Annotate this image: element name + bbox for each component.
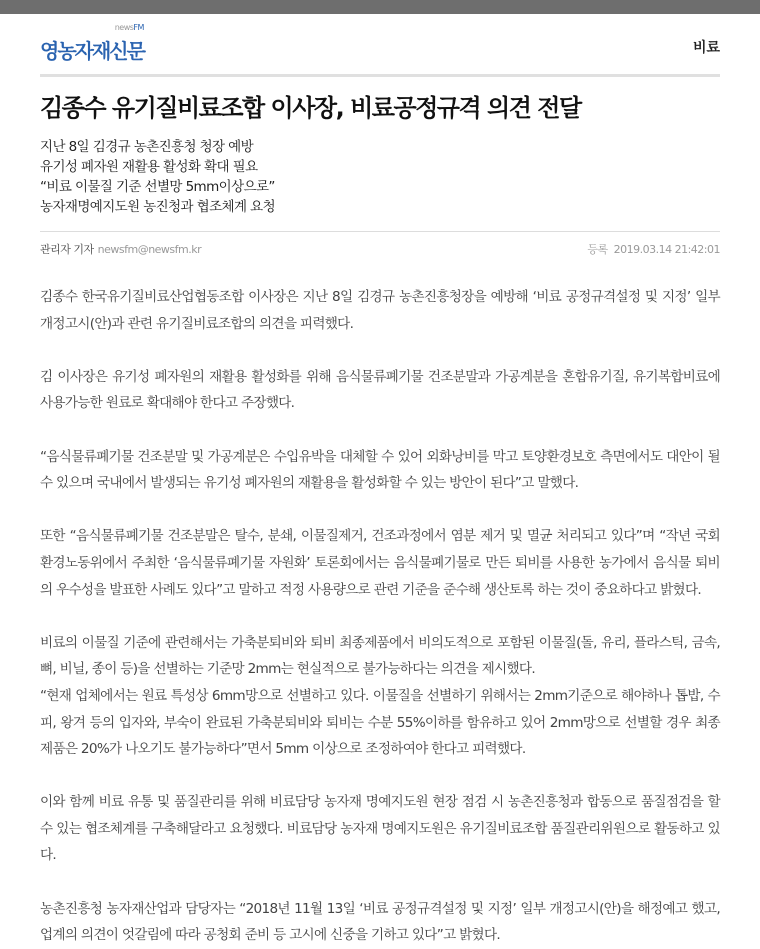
article-paragraph: 비료의 이물질 기준에 관련해서는 가축분퇴비와 퇴비 최종제품에서 비의도적으로 포함된 이물질(돌, 유리, 플라스틱, 금속, 뼈, 비닐, 종이 등)을 선별하는 기준망 2mm는 현실적으로 불가능하다는 의견을 제시했다. — [40, 634, 720, 678]
logo-sub: newsFM — [114, 22, 144, 32]
article-paragraph: 농촌진흥청 농자재산업과 담당자는 “2018년 11월 13일 ‘비료 공정규격설정 및 지정’ 일부 개정고시(안)을 해정예고 했고, 업계의 의견이 엇갈림에 따라 공청회 준비 등 고시에 신중을 기하고 있다”고 밝혔다. — [40, 900, 720, 944]
article-block — [40, 284, 720, 337]
article-paragraph: 이와 함께 비료 유통 및 품질관리를 위해 비료담당 농자재 명예지도원 현장 점검 시 농촌진흥청과 합동으로 품질점검을 할 수 있는 협조체계를 구축해달라고 요청했다. 비료담당 농자재 명예지도원은 유기질비료조합 품질관리위원으로 활동하고 있다. — [40, 794, 720, 864]
article-paragraph: “현재 업체에서는 원료 특성상 6mm망으로 선별하고 있다. 이물질을 선별하기 위해서는 2mm기준으로 해야하나 톱밥, 수피, 왕겨 등의 입자와, 부숙이 완료된 가축분퇴비와 퇴비는 수분 55%이하를 함유하고 있어 2mm망으로 선별할 경우 최종제품은 20%가 나오기도 불가능하다”면서 5mm 이상으로 조정하여야 한다고 피력했다. — [40, 687, 720, 758]
date-label: 등록 — [587, 243, 608, 256]
author-email[interactable]: newsfm@newsfm.kr — [97, 243, 202, 256]
article-paragraph: 또한 “음식물류폐기물 건조분말은 탈수, 분쇄, 이물질제거, 건조과정에서 염분 제거 및 멸균 처리되고 있다”며 “작년 국회 환경노동위에서 주최한 ‘음식물류폐기물 자원화’ 토론회에서는 음식물폐기물로 만든 퇴비를 사용한 농가에서 음식물 퇴비의 우수성을 발표한 사례도 있다”고 말하고 적정 사용량으로 관련 기준을 준수해 생산토록 하는 것이 중요하다고 밝혔다. — [40, 528, 720, 598]
article-block — [40, 364, 720, 417]
article-body — [40, 284, 720, 949]
publish-date: 2019.03.14 21:42:01 — [613, 243, 720, 256]
article-paragraph: “음식물류폐기물 건조분말 및 가공계분은 수입유박을 대체할 수 있어 외화낭비를 막고 토양환경보호 측면에서도 대안이 될 수 있으며 국내에서 발생되는 유기성 폐자원의 재활용을 활성화할 수 있는 방안이 된다”고 말했다. — [40, 448, 720, 492]
article-block — [40, 444, 720, 497]
author-name: 관리자 기자 — [40, 243, 94, 256]
article-paragraph: 김종수 한국유기질비료산업협동조합 이사장은 지난 8일 김경규 농촌진흥청장을 예방해 ‘비료 공정규격설정 및 지정’ 일부 개정고시(안)과 관련 유기질비료조합의 의견을 피력했다. — [40, 289, 720, 332]
logo-text: 영농자재신문 — [40, 38, 144, 63]
site-header — [40, 14, 720, 77]
subtitle: “비료 이물질 기준 선별망 5mm이상으로” — [40, 179, 275, 195]
article-paragraph: 김 이사장은 유기성 폐자원의 재활용 활성화를 위해 음식물류폐기물 건조분말과 가공계분을 혼합유기질, 유기복합비료에 사용가능한 원료로 확대해야 한다고 주장했다. — [40, 368, 720, 412]
article-title: 김종수 유기질비료조합 이사장, 비료공정규격 의견 전달 — [40, 94, 581, 122]
site-logo[interactable] — [40, 22, 144, 64]
article-subtitles — [40, 137, 720, 232]
section-label[interactable]: 비료 — [692, 40, 720, 56]
article-block — [40, 896, 720, 949]
byline — [40, 232, 720, 262]
article-block — [40, 523, 720, 603]
top-bar — [0, 0, 760, 14]
subtitle: 지난 8일 김경규 농촌진흥청 청장 예방 — [40, 139, 254, 155]
article-block — [40, 630, 720, 763]
article-block — [40, 789, 720, 869]
subtitle: 농자재명예지도원 농진청과 협조체계 요청 — [40, 199, 276, 215]
subtitle: 유기성 폐자원 재활용 활성화 확대 필요 — [40, 159, 258, 175]
